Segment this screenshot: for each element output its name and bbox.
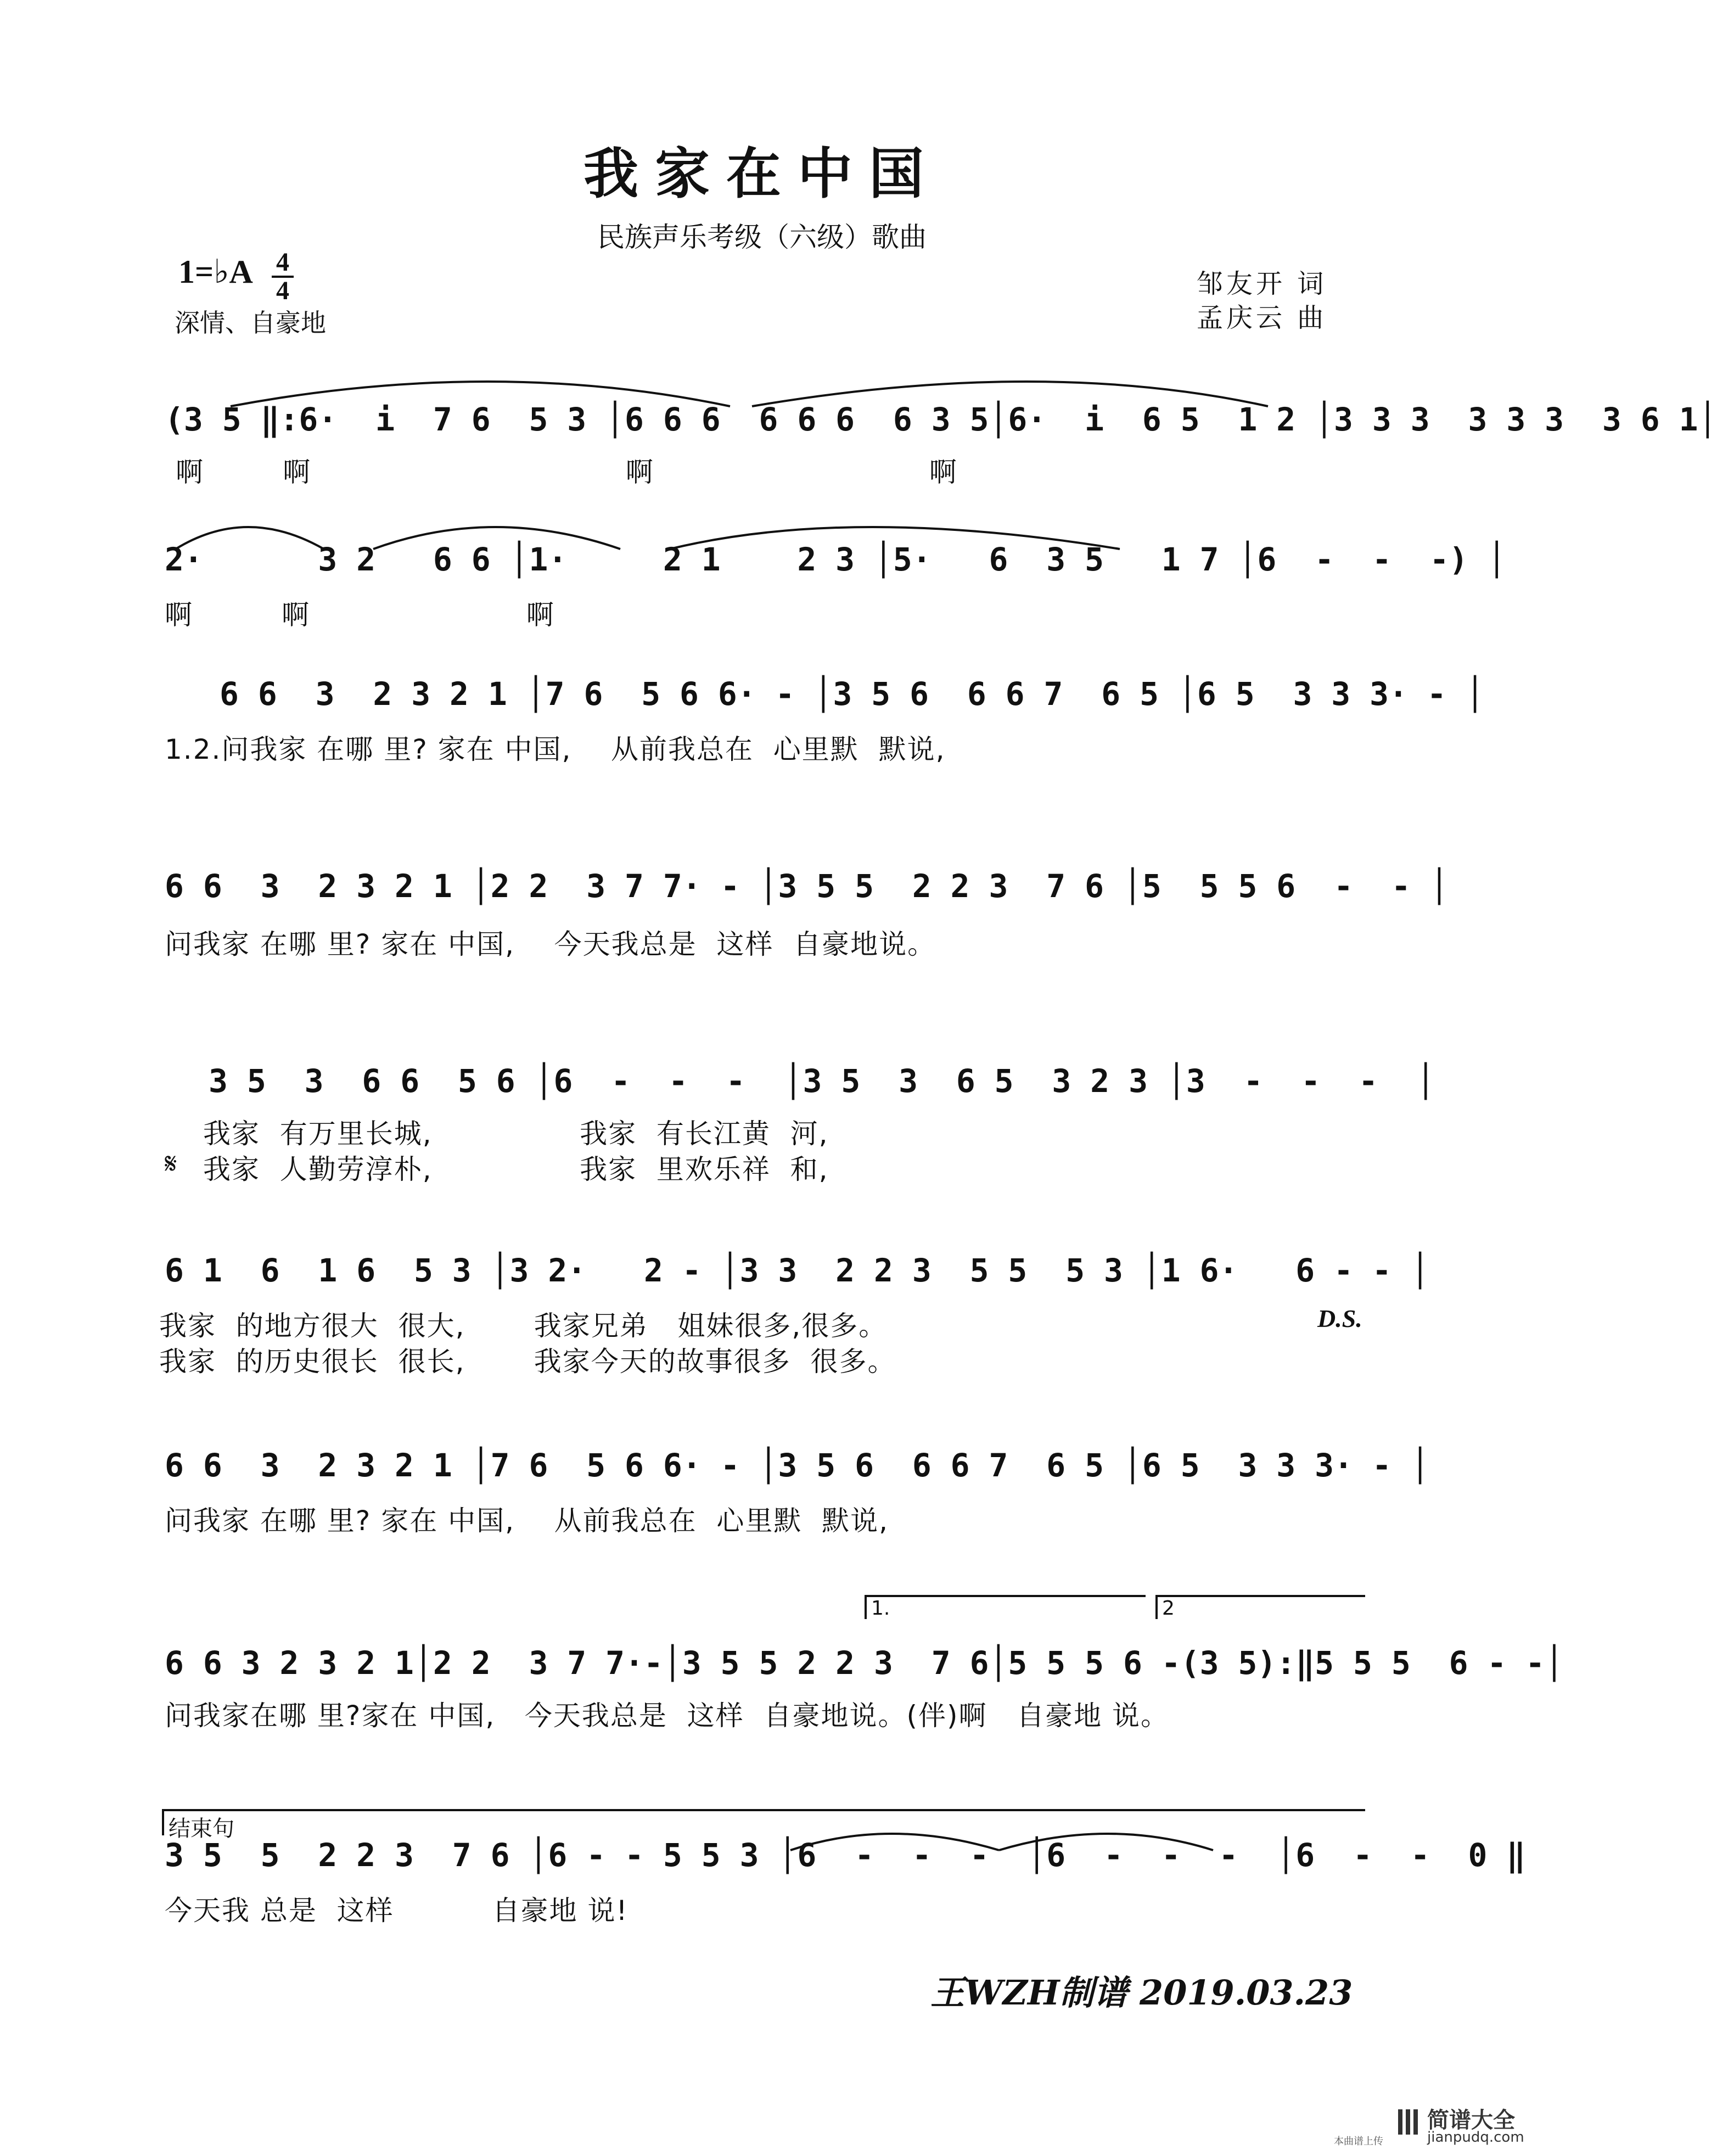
system-5-lyric-1: 我家 有万里长城, 我家 有长江黄 河, [203,1118,829,1150]
system-7-lyric: 问我家 在哪 里? 家在 中国, 从前我总在 心里默 默说, [165,1505,889,1537]
system-6-lyric-1: 我家 的地方很大 很大, 我家兄弟 姐妹很多,很多。 [159,1310,888,1342]
time-top: 4 [272,249,294,278]
system-5-notes: 3 5 3 6 6 5 6 │6 - - - │3 5 3 6 5 3 2 3 │3 - - - │ [209,1062,1435,1100]
watermark-logo-icon [1397,2107,1419,2137]
song-title: 我家在中国 [583,141,940,206]
system-1-lyric: 啊 啊 啊 啊 [176,456,958,488]
system-6-notes: 6 1 6 1 6 5 3 │3 2· 2 - │3 3 2 2 3 5 5 5 3 │1 6· 6 - - │ [165,1252,1430,1289]
volta-1: 1. [865,1595,1146,1619]
watermark-url[interactable]: jianpudq.com [1427,2129,1524,2146]
system-4-notes: 6 6 3 2 3 2 1 │2 2 3 7 7· - │3 5 5 2 2 3 7 6 │5 5 5 6 - - │ [165,867,1449,905]
system-8-notes: 6 6 3 2 3 2 1│2 2 3 7 7·-│3 5 5 2 2 3 7 6│5 5 5 6 -(3 5):‖5 5 5 6 - -│ [165,1644,1564,1682]
system-2-lyric: 啊 啊 啊 [165,599,555,631]
watermark-note: 本曲谱上传 [1334,2136,1383,2147]
time-bottom: 4 [276,276,289,305]
ds-marking: D.S. [1317,1304,1362,1332]
system-1-notes: (3 5 ‖:6· i 7 6 5 3 │6 6 6 6 6 6 6 3 5│6· i 6 5 1 2 │3 3 3 3 3 3 3 6 1│ [165,401,1717,438]
watermark-name: 简谱大全 [1427,2108,1515,2133]
system-2-notes: 2· 3 2 6 6 │1· 2 1 2 3 │5· 6 3 5 1 7 │6 - - -) │ [165,541,1507,578]
system-7-notes: 6 6 3 2 3 2 1 │7 6 5 6 6· - │3 5 6 6 6 7 6 5 │6 5 3 3 3· - │ [165,1447,1430,1484]
segno-sign: 𝄋 [165,1147,177,1180]
tempo-marking: 深情、自豪地 [175,308,326,338]
volta-2: 2 [1155,1595,1365,1619]
time-signature [272,249,294,304]
song-subtitle: 民族声乐考级（六级）歌曲 [597,221,927,253]
key-label: 1=♭A [178,254,253,290]
composer: 孟庆云 曲 [1197,303,1327,333]
ending-label: 结束句 [162,1809,1365,1835]
system-8-lyric: 问我家在哪 里?家在 中国, 今天我总是 这样 自豪地说。(伴)啊 自豪地 说。 [165,1700,1170,1732]
system-5-lyric-2: 我家 人勤劳淳朴, 我家 里欢乐祥 和, [203,1153,829,1185]
system-3-notes: 6 6 3 2 3 2 1 │7 6 5 6 6· - │3 5 6 6 6 7 6 5 │6 5 3 3 3· - │ [220,675,1485,713]
lyricist: 邹友开 词 [1197,268,1327,299]
system-3-lyric: 1.2.问我家 在哪 里? 家在 中国, 从前我总在 心里默 默说, [165,733,946,765]
system-9-notes: 3 5 5 2 2 3 7 6 │6 - - 5 5 3 │6 - - - │6 - - - │6 - - 0 ‖ [165,1836,1526,1874]
transcriber-credit: 王WZH制谱 2019.03.23 [930,1973,1353,2013]
system-9-lyric: 今天我 总是 这样 自豪地 说! [165,1895,629,1927]
system-6-lyric-2: 我家 的历史很长 很长, 我家今天的故事很多 很多。 [159,1346,896,1377]
system-4-lyric: 问我家 在哪 里? 家在 中国, 今天我总是 这样 自豪地说。 [165,928,936,960]
key-signature [178,248,289,305]
